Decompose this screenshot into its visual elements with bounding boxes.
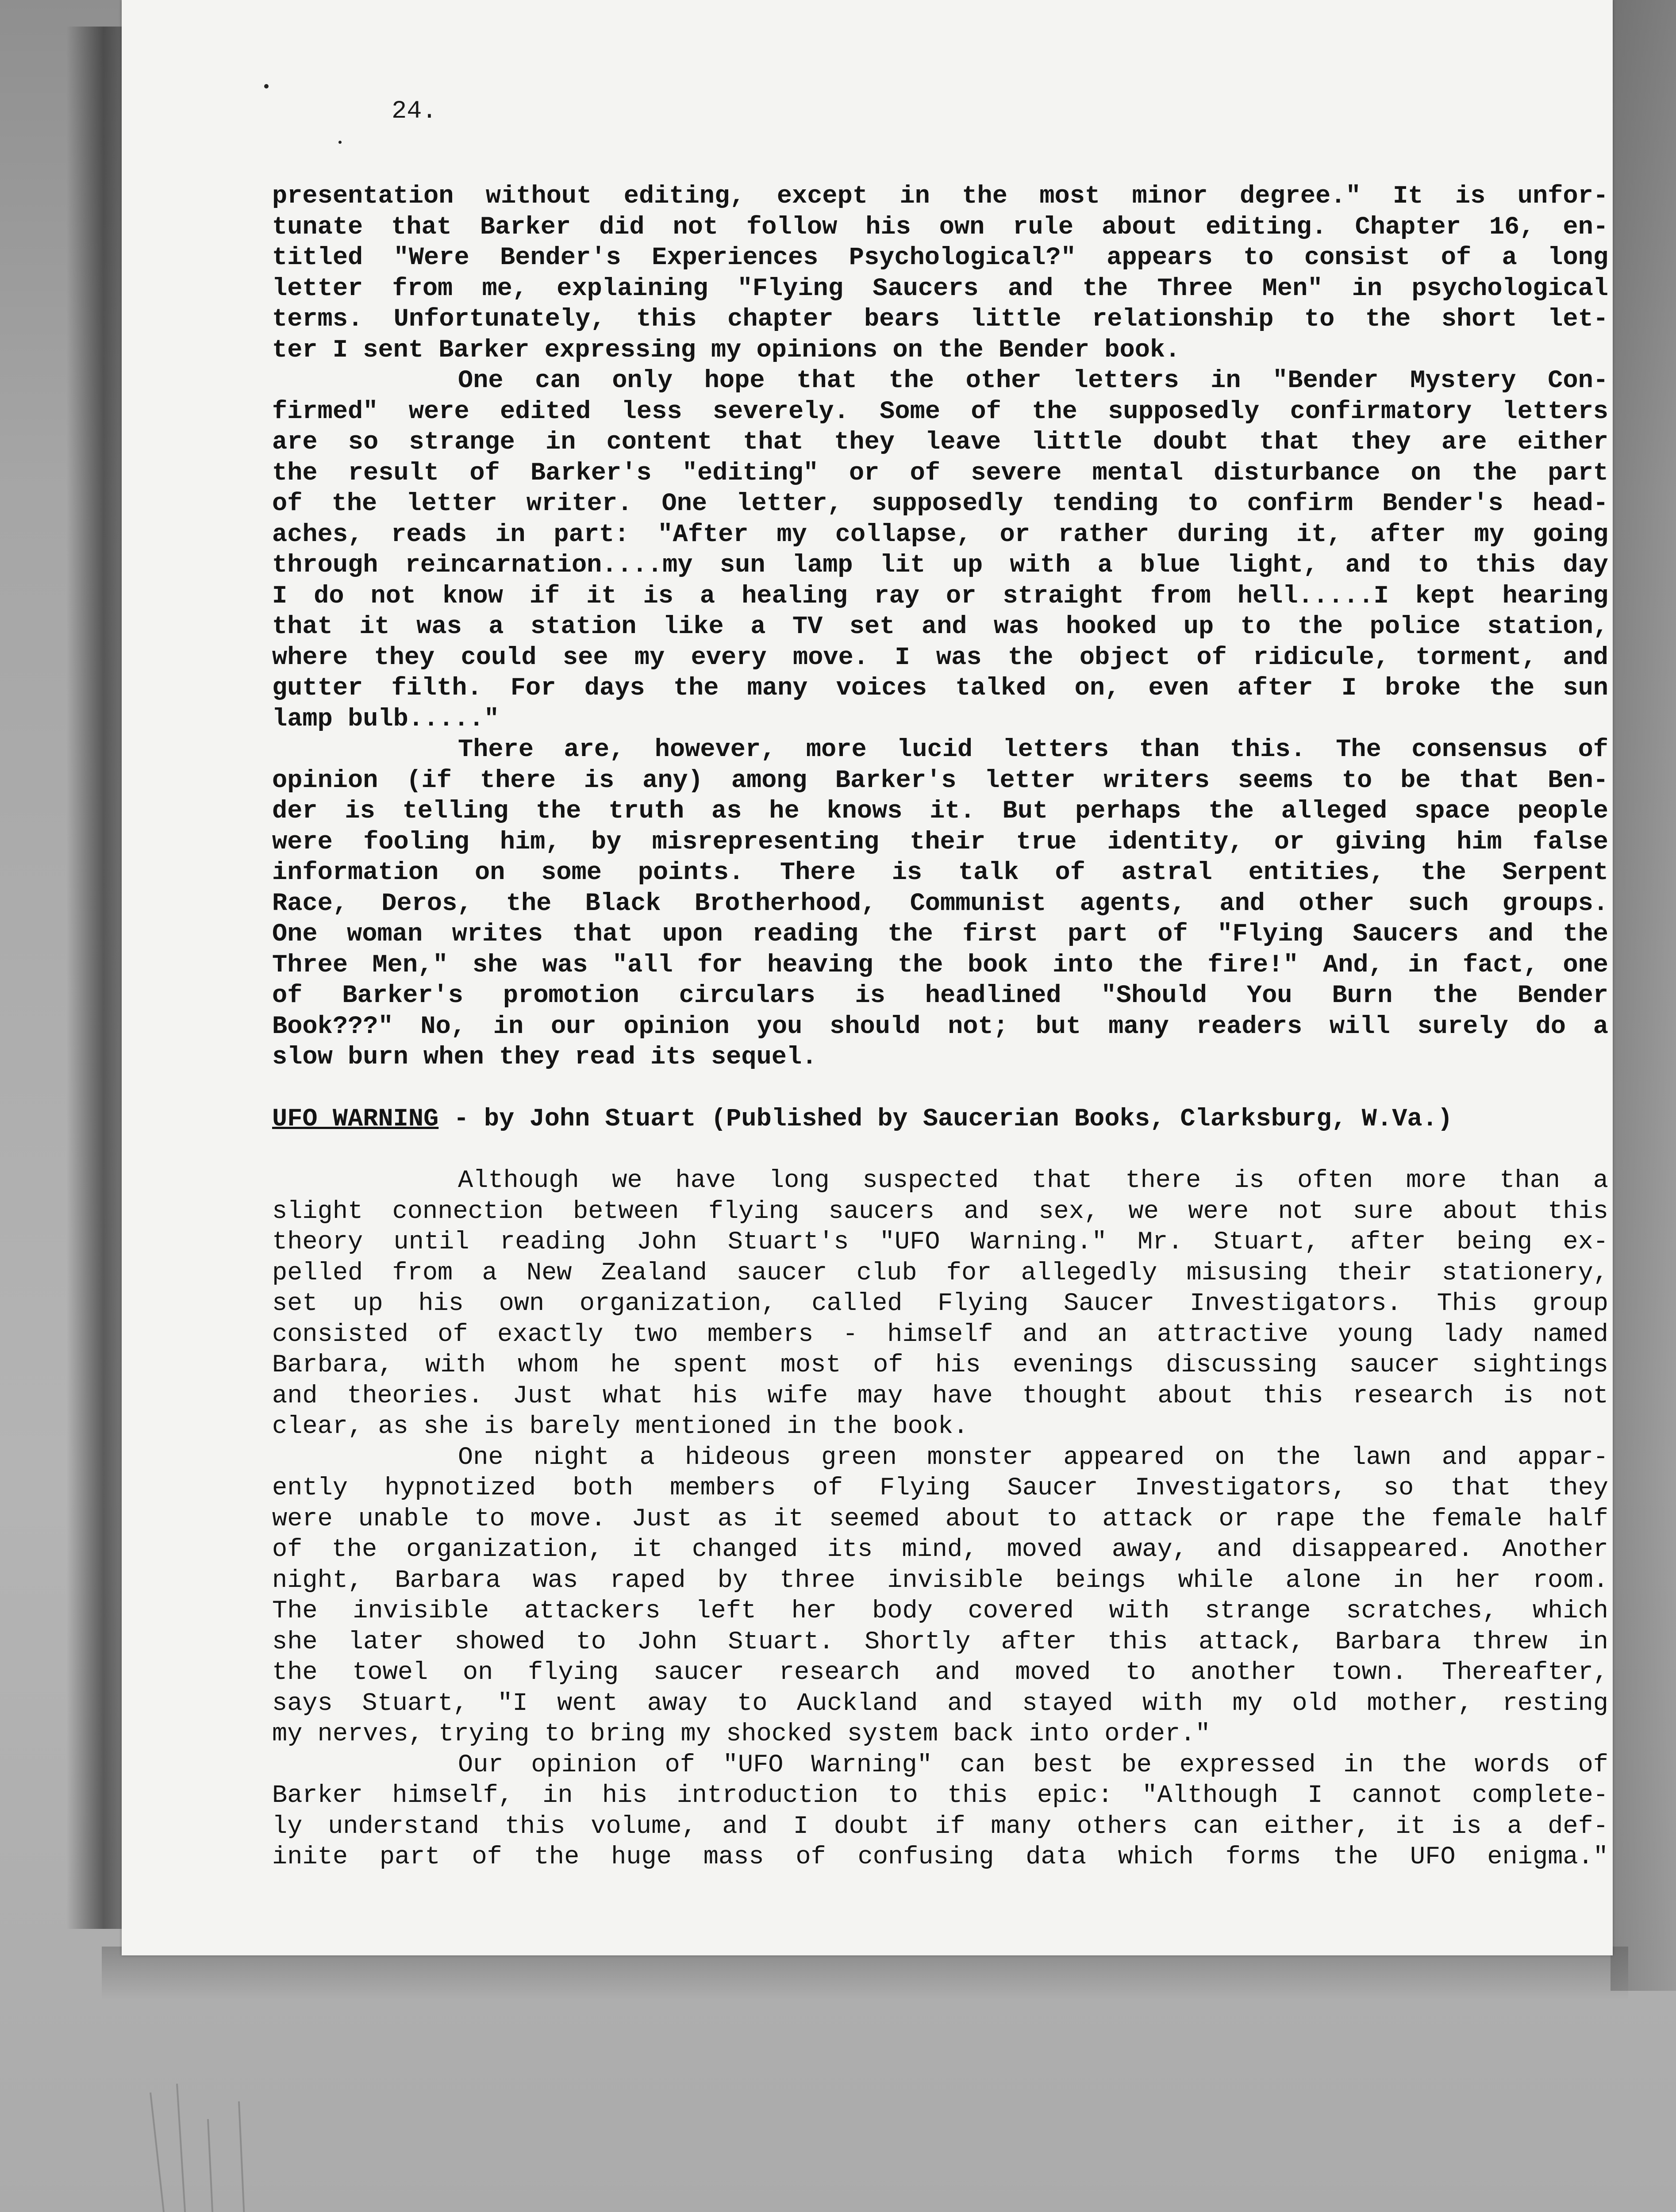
- text-line: There are, however, more lucid letters than this. The consensus of: [458, 736, 1608, 764]
- review-byline: - by John Stuart (Published by Saucerian Books, Clarksburg, W.Va.): [438, 1105, 1453, 1133]
- text-line: Book???" No, in our opinion you should not; but many readers will surely do a: [272, 1012, 1608, 1041]
- review-bender-continued: [272, 181, 1608, 1073]
- text-line: information on some points. There is talk of astral entities, the Serpent: [272, 859, 1608, 887]
- text-line: through reincarnation....my sun lamp lit up with a blue light, and to this day: [272, 551, 1608, 580]
- text-line: gutter filth. For days the many voices talked on, even after I broke the sun: [272, 674, 1608, 703]
- review-heading: [272, 1104, 1608, 1135]
- review-ufo-warning: [272, 1166, 1608, 1873]
- text-line: ly understand this volume, and I doubt if many others can either, it is a def-: [272, 1812, 1608, 1841]
- page-number: 24.: [392, 97, 437, 126]
- text-line: the towel on flying saucer research and moved to another town. Thereafter,: [272, 1659, 1608, 1687]
- text-line: where they could see my every move. I was the object of ridicule, torment, and: [272, 643, 1608, 672]
- text-line: of the organization, it changed its mind, moved away, and disappeared. Another: [272, 1536, 1608, 1564]
- text-line: my nerves, trying to bring my shocked system back into order.": [272, 1720, 1211, 1748]
- text-line: slow burn when they read its sequel.: [272, 1043, 817, 1071]
- dust-speck: [338, 141, 342, 144]
- text-line: ter I sent Barker expressing my opinions on the Bender book.: [272, 336, 1180, 365]
- text-line: lamp bulb.....": [272, 705, 500, 733]
- text-line: she later showed to John Stuart. Shortly after this attack, Barbara threw in: [272, 1628, 1608, 1656]
- dust-speck: [264, 84, 269, 88]
- text-line: Three Men," she was "all for heaving the book into the fire!" And, in fact, one: [272, 951, 1608, 979]
- film-scratches: [124, 2057, 345, 2212]
- text-line: says Stuart, "I went away to Auckland and stayed with my old mother, resting: [272, 1689, 1608, 1718]
- section-gap: [272, 1135, 1608, 1166]
- text-line: firmed" were edited less severely. Some of the supposedly confirmatory letters: [272, 397, 1608, 426]
- right-edge-shadow: [1611, 0, 1676, 1991]
- text-line: tunate that Barker did not follow his own rule about editing. Chapter 16, en-: [272, 213, 1608, 242]
- text-line: The invisible attackers left her body covered with strange scratches, which: [272, 1597, 1608, 1625]
- text-line: are so strange in content that they leave little doubt that they are either: [272, 428, 1608, 457]
- text-line: presentation without editing, except in the most minor degree." It is unfor-: [272, 182, 1608, 211]
- text-line: Although we have long suspected that there is often more than a: [458, 1167, 1608, 1195]
- text-line: pelled from a New Zealand saucer club for allegedly misusing their stationery,: [272, 1259, 1608, 1287]
- text-line: aches, reads in part: "After my collapse, or rather during it, after my going: [272, 520, 1608, 549]
- text-line: slight connection between flying saucers and sex, we were not sure about this: [272, 1197, 1608, 1226]
- review-title: UFO WARNING: [272, 1105, 439, 1133]
- text-line: Barbara, with whom he spent most of his evenings discussing saucer sightings: [272, 1351, 1608, 1379]
- text-line: der is telling the truth as he knows it. But perhaps the alleged space people: [272, 797, 1608, 826]
- text-line: night, Barbara was raped by three invisible beings while alone in her room.: [272, 1566, 1608, 1595]
- text-line: ently hypnotized both members of Flying Saucer Investigators, so that they: [272, 1474, 1608, 1502]
- text-line: and theories. Just what his wife may have thought about this research is not: [272, 1382, 1608, 1410]
- body-text: [272, 181, 1608, 1873]
- text-line: theory until reading John Stuart's "UFO Warning." Mr. Stuart, after being ex-: [272, 1228, 1608, 1256]
- text-line: clear, as she is barely mentioned in the book.: [272, 1413, 969, 1441]
- text-line: the result of Barker's "editing" or of severe mental disturbance on the part: [272, 459, 1608, 488]
- text-line: I do not know if it is a healing ray or straight from hell.....I kept hearing: [272, 582, 1608, 611]
- text-line: One night a hideous green monster appeared on the lawn and appar-: [458, 1443, 1608, 1472]
- text-line: Our opinion of "UFO Warning" can best be expressed in the words of: [458, 1751, 1608, 1779]
- text-line: consisted of exactly two members - himself and an attractive young lady named: [272, 1320, 1608, 1349]
- text-line: set up his own organization, called Flying Saucer Investigators. This group: [272, 1290, 1608, 1318]
- text-line: titled "Were Bender's Experiences Psychological?" appears to consist of a long: [272, 244, 1608, 272]
- text-line: terms. Unfortunately, this chapter bears little relationship to the short let-: [272, 305, 1608, 334]
- text-line: opinion (if there is any) among Barker's letter writers seems to be that Ben-: [272, 766, 1608, 795]
- text-line: that it was a station like a TV set and was hooked up to the police station,: [272, 613, 1608, 641]
- text-line: of Barker's promotion circulars is headlined "Should You Burn the Bender: [272, 982, 1608, 1010]
- text-line: of the letter writer. One letter, supposedly tending to confirm Bender's head-: [272, 490, 1608, 518]
- text-line: One woman writes that upon reading the first part of "Flying Saucers and the: [272, 920, 1608, 949]
- text-line: One can only hope that the other letters in "Bender Mystery Con-: [458, 367, 1608, 395]
- text-line: letter from me, explaining "Flying Saucers and the Three Men" in psychological: [272, 274, 1608, 303]
- text-line: were fooling him, by misrepresenting their true identity, or giving him false: [272, 828, 1608, 856]
- text-line: inite part of the huge mass of confusing data which forms the UFO enigma.": [272, 1843, 1608, 1871]
- typed-page: [122, 0, 1613, 1955]
- section-gap: [272, 1073, 1608, 1104]
- text-line: Barker himself, in his introduction to this epic: "Although I cannot complete-: [272, 1782, 1608, 1810]
- left-edge-shadow: [66, 27, 128, 1929]
- text-line: were unable to move. Just as it seemed about to attack or rape the female half: [272, 1505, 1608, 1533]
- text-line: Race, Deros, the Black Brotherhood, Communist agents, and other such groups.: [272, 889, 1608, 918]
